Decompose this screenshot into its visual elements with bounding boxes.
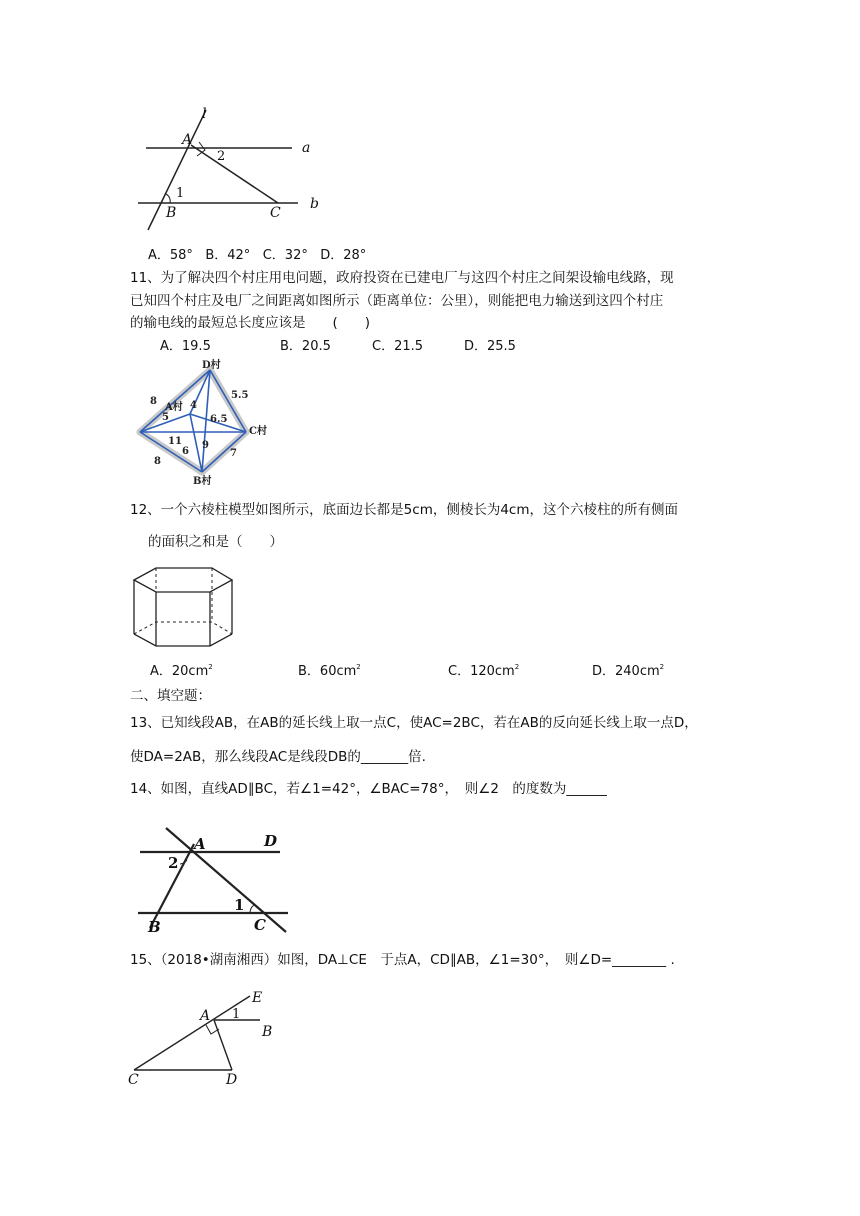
q10-option-c: C．32° (262, 248, 308, 263)
q12-prism-figure (130, 564, 240, 650)
q13-line-2: 使DA=2AB，那么线段AC是线段DB的_______倍. (130, 749, 426, 765)
q11-option-a: A．19.5 (160, 339, 211, 354)
label-A: A (200, 1008, 211, 1024)
line-l (148, 110, 206, 230)
edge-c-b (202, 432, 246, 472)
q11-option-b: B．20.5 (280, 339, 331, 354)
distance-c-b: 7 (230, 448, 237, 459)
label-angle-2: 2 (168, 854, 179, 872)
q10-option-b: B．42° (205, 248, 251, 263)
village-a-label: A村 (165, 402, 183, 413)
label-A: A (194, 835, 206, 853)
q11-option-d: D．25.5 (464, 339, 516, 354)
distance-a-b: 8 (154, 456, 161, 467)
distance-a-c: 11 (168, 436, 182, 447)
q10-figure (120, 100, 340, 240)
q15-figure (126, 990, 286, 1090)
distance-d-a: 8 (150, 396, 157, 407)
village-c-label: C村 (249, 426, 267, 437)
q12-option-c: C．$120cm^2$ (448, 663, 520, 679)
label-angle-1: 1 (232, 1007, 241, 1022)
q14-line-1: 14、如图，直线AD∥BC，若∠1=42°，∠BAC=78°， 则∠2 的度数为______ (130, 781, 607, 797)
q14-figure (134, 822, 304, 938)
section-fill-in-title: 二、填空题： (130, 688, 211, 704)
q12-option-d: D．$240cm^2$ (592, 663, 665, 679)
q12-line-1: 12、一个六棱柱模型如图所示，底面边长都是5cm，侧棱长为4cm，这个六棱柱的所有侧面 (130, 502, 679, 518)
label-C: C (128, 1072, 139, 1088)
q12-option-b: B．$60cm^2$ (298, 663, 361, 679)
label-a: a (302, 140, 311, 156)
label-D: D (226, 1072, 238, 1088)
label-angle-1: 1 (176, 186, 185, 201)
angle-1-arc (166, 194, 170, 203)
label-angle-2: 2 (217, 149, 226, 164)
distance-d-b: 9 (202, 440, 209, 451)
label-B: B (148, 918, 161, 936)
q11-line-1: 11、为了解决四个村庄用电问题，政府投资在已建电厂与这四个村庄之间架设输电线路，现 (130, 270, 674, 286)
label-C: C (254, 916, 266, 934)
distance-a-e: 5 (162, 412, 169, 423)
distance-d-e: 4 (190, 400, 197, 411)
distance-d-c: 5.5 (231, 390, 249, 401)
segment-ac (191, 145, 278, 203)
label-B: B (262, 1024, 273, 1040)
q15-line-1: 15、（2018•湖南湘西）如图，DA⊥CE 于点A，CD∥AB，∠1=30°， 则∠D=________ . (130, 952, 675, 968)
village-b-label: B村 (193, 476, 212, 487)
distance-e-c: 6.5 (210, 414, 228, 425)
q10-option-d: D．28° (320, 248, 367, 263)
q10-options (148, 247, 366, 265)
label-angle-1: 1 (234, 896, 245, 914)
label-l: l (202, 106, 207, 122)
village-d-label: D村 (202, 360, 221, 371)
line-ad (214, 1020, 232, 1070)
distance-e-b: 6 (182, 446, 189, 457)
q11-line-3: 的输电线的最短总长度应该是 ( ) (130, 315, 371, 331)
q10-option-a: A．58° (148, 248, 193, 263)
q12-option-a: A．$20cm^2$ (150, 663, 213, 679)
label-E: E (252, 990, 263, 1006)
q11-figure (128, 356, 278, 488)
label-B: B (166, 205, 177, 221)
label-A: A (182, 132, 193, 148)
q12-line-2: 的面积之和是（ ） (148, 534, 283, 550)
label-D: D (264, 832, 278, 850)
label-C: C (270, 205, 281, 221)
q11-option-c: C．21.5 (372, 339, 424, 354)
q11-line-2: 已知四个村庄及电厂之间距离如图所示（距离单位：公里），则能把电力输送到这四个村庄 (130, 293, 664, 309)
q13-line-1: 13、已知线段AB，在AB的延长线上取一点C，使AC=2BC，若在AB的反向延长线上取一点D， (130, 715, 698, 731)
label-b: b (310, 196, 319, 212)
